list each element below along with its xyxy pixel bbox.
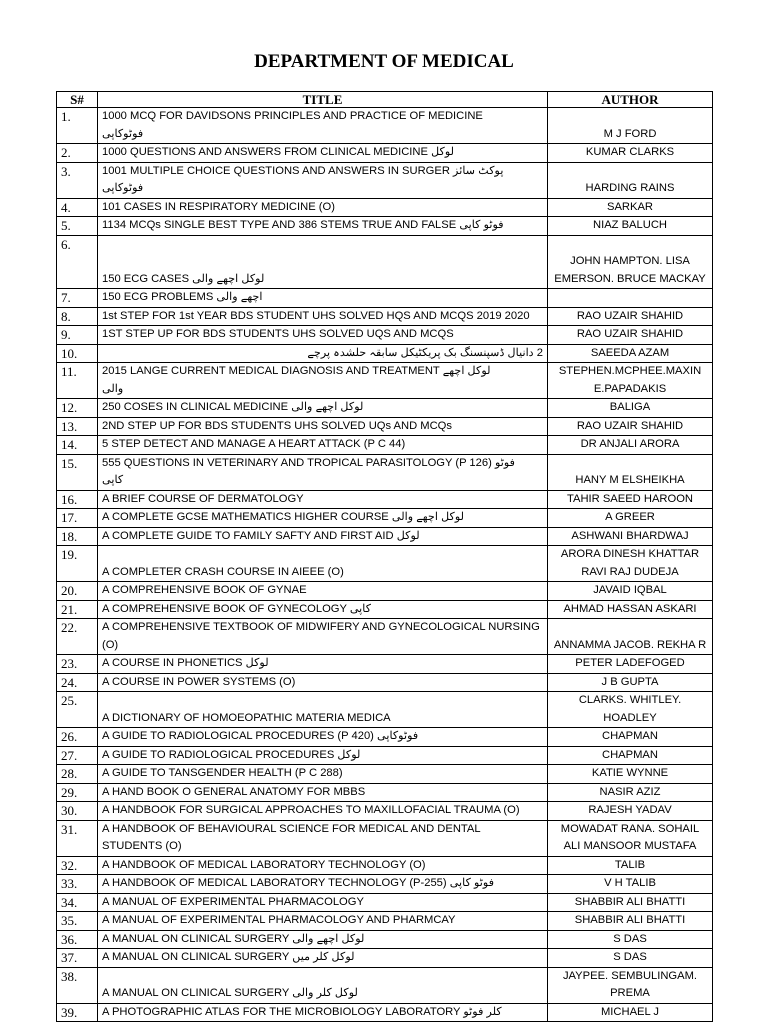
book-author: A GREER bbox=[548, 509, 713, 528]
row-number: 34. bbox=[57, 893, 98, 912]
table-row bbox=[57, 436, 713, 455]
column-header-author: AUTHOR bbox=[548, 92, 713, 108]
row-number: 21. bbox=[57, 600, 98, 619]
book-title-cell bbox=[98, 326, 548, 345]
table-row bbox=[57, 344, 713, 363]
row-number: 17. bbox=[57, 509, 98, 528]
book-title: A COURSE IN PHONETICS لوکل bbox=[102, 657, 269, 669]
row-number: 15. bbox=[57, 454, 98, 490]
book-author: DR ANJALI ARORA bbox=[548, 436, 713, 455]
book-title-note: کاپی bbox=[102, 474, 124, 486]
book-title-cell bbox=[98, 436, 548, 455]
row-number: 6. bbox=[57, 235, 98, 289]
book-title-cell bbox=[98, 307, 548, 326]
row-number: 11. bbox=[57, 363, 98, 399]
book-title: A BRIEF COURSE OF DERMATOLOGY bbox=[102, 492, 304, 505]
book-author: S DAS bbox=[548, 930, 713, 949]
table-row bbox=[57, 289, 713, 308]
table-row bbox=[57, 893, 713, 912]
table-row bbox=[57, 1003, 713, 1022]
table-row bbox=[57, 949, 713, 968]
table-row bbox=[57, 162, 713, 198]
table-row bbox=[57, 802, 713, 821]
book-author: AHMAD HASSAN ASKARI bbox=[548, 600, 713, 619]
book-author: ANNAMMA JACOB. REKHA R bbox=[548, 619, 713, 655]
book-title-cell bbox=[98, 728, 548, 747]
book-title: 1000 QUESTIONS AND ANSWERS FROM CLINICAL MEDICINE لوکل bbox=[102, 146, 455, 158]
book-title: 555 QUESTIONS IN VETERINARY AND TROPICAL PARASITOLOGY (P 126) فوٹو bbox=[102, 456, 515, 469]
book-author: TALIB bbox=[548, 856, 713, 875]
row-number: 25. bbox=[57, 692, 98, 728]
row-number: 7. bbox=[57, 289, 98, 308]
row-number: 31. bbox=[57, 820, 98, 856]
book-title-cell bbox=[98, 454, 548, 490]
book-author: RAO UZAIR SHAHID bbox=[548, 326, 713, 345]
book-author: ARORA DINESH KHATTAR RAVI RAJ DUDEJA bbox=[548, 546, 713, 582]
book-title: A COMPLETER CRASH COURSE IN AIEEE (O) bbox=[102, 565, 344, 578]
book-title-cell bbox=[98, 235, 548, 289]
row-number: 18. bbox=[57, 527, 98, 546]
row-number: 20. bbox=[57, 582, 98, 601]
book-title: A COMPREHENSIVE BOOK OF GYNAE bbox=[102, 584, 307, 596]
book-title-cell bbox=[98, 417, 548, 436]
book-title-cell bbox=[98, 546, 548, 582]
book-title: A HANDBOOK FOR SURGICAL APPROACHES TO MAXILLOFACIAL TRAUMA (O) bbox=[102, 804, 520, 816]
book-title-cell bbox=[98, 198, 548, 217]
book-author: KATIE WYNNE bbox=[548, 765, 713, 784]
book-author: CHAPMAN bbox=[548, 746, 713, 765]
book-author: TAHIR SAEED HAROON bbox=[548, 490, 713, 509]
book-author: V H TALIB bbox=[548, 875, 713, 894]
table-row bbox=[57, 967, 713, 1003]
book-author: CLARKS. WHITLEY. HOADLEY bbox=[548, 692, 713, 728]
table-row bbox=[57, 235, 713, 289]
row-number: 24. bbox=[57, 673, 98, 692]
row-number: 22. bbox=[57, 619, 98, 655]
table-row bbox=[57, 546, 713, 582]
book-title-note: والی bbox=[102, 382, 124, 395]
row-number: 39. bbox=[57, 1003, 98, 1022]
row-number: 13. bbox=[57, 417, 98, 436]
column-header-title: TITLE bbox=[98, 92, 548, 108]
row-number: 36. bbox=[57, 930, 98, 949]
book-title: 5 STEP DETECT AND MANAGE A HEART ATTACK (P C 44) bbox=[102, 438, 406, 450]
book-title-cell bbox=[98, 144, 548, 163]
book-title-cell bbox=[98, 217, 548, 236]
book-title-cell bbox=[98, 490, 548, 509]
book-author: JAVAID IQBAL bbox=[548, 582, 713, 601]
row-number: 10. bbox=[57, 344, 98, 363]
table-row bbox=[57, 746, 713, 765]
table-row bbox=[57, 875, 713, 894]
table-row bbox=[57, 108, 713, 144]
book-title: A HANDBOOK OF BEHAVIOURAL SCIENCE FOR MEDICAL AND DENTAL STUDENTS (O) bbox=[102, 822, 481, 852]
book-title: A COMPREHENSIVE TEXTBOOK OF MIDWIFERY AND GYNECOLOGICAL NURSING (O) bbox=[102, 621, 540, 651]
row-number: 5. bbox=[57, 217, 98, 236]
book-author: J B GUPTA bbox=[548, 673, 713, 692]
book-title: A COMPLETE GUIDE TO FAMILY SAFTY AND FIRST AID لوکل bbox=[102, 529, 420, 542]
book-title-cell bbox=[98, 162, 548, 198]
book-title: A GUIDE TO RADIOLOGICAL PROCEDURES لوکل bbox=[102, 748, 361, 761]
book-title-cell bbox=[98, 363, 548, 399]
row-number: 1. bbox=[57, 108, 98, 144]
table-row bbox=[57, 692, 713, 728]
table-row bbox=[57, 673, 713, 692]
book-title-cell bbox=[98, 746, 548, 765]
book-author: NASIR AZIZ bbox=[548, 783, 713, 802]
book-title-cell bbox=[98, 527, 548, 546]
book-author: MOWADAT RANA. SOHAIL ALI MANSOOR MUSTAFA bbox=[548, 820, 713, 856]
book-author: RAO UZAIR SHAHID bbox=[548, 417, 713, 436]
book-title-cell bbox=[98, 509, 548, 528]
book-title: 2015 LANGE CURRENT MEDICAL DIAGNOSIS AND TREATMENT لوکل اچھے bbox=[102, 365, 491, 377]
table-row bbox=[57, 198, 713, 217]
book-author: BALIGA bbox=[548, 399, 713, 418]
row-number: 4. bbox=[57, 198, 98, 217]
book-title: A HANDBOOK OF MEDICAL LABORATORY TECHNOLOGY (O) bbox=[102, 858, 426, 871]
book-author: JAYPEE. SEMBULINGAM. PREMA bbox=[548, 967, 713, 1003]
book-title: A COURSE IN POWER SYSTEMS (O) bbox=[102, 675, 296, 688]
row-number: 23. bbox=[57, 655, 98, 674]
book-author bbox=[548, 289, 713, 308]
book-title: 250 COSES IN CLINICAL MEDICINE لوکل اچھے والی bbox=[102, 401, 364, 413]
book-author: NIAZ BALUCH bbox=[548, 217, 713, 236]
row-number: 19. bbox=[57, 546, 98, 582]
row-number: 2. bbox=[57, 144, 98, 163]
table-row bbox=[57, 307, 713, 326]
row-number: 32. bbox=[57, 856, 98, 875]
book-title-cell bbox=[98, 820, 548, 856]
book-title: A COMPREHENSIVE BOOK OF GYNECOLOGY کاپی bbox=[102, 602, 372, 615]
table-header-row bbox=[57, 92, 713, 108]
book-author: CHAPMAN bbox=[548, 728, 713, 747]
book-title: A HANDBOOK OF MEDICAL LABORATORY TECHNOLOGY (P-255) فوٹو کاپی bbox=[102, 877, 495, 889]
book-title-cell bbox=[98, 893, 548, 912]
table-row bbox=[57, 363, 713, 399]
row-number: 30. bbox=[57, 802, 98, 821]
book-title-cell bbox=[98, 673, 548, 692]
book-title-cell bbox=[98, 930, 548, 949]
table-row bbox=[57, 912, 713, 931]
table-row bbox=[57, 619, 713, 655]
book-title-cell bbox=[98, 619, 548, 655]
book-title-cell bbox=[98, 802, 548, 821]
book-title: A COMPLETE GCSE MATHEMATICS HIGHER COURSE لوکل اچھے والی bbox=[102, 511, 465, 523]
book-author: JOHN HAMPTON. LISA EMERSON. BRUCE MACKAY bbox=[548, 235, 713, 289]
row-number: 37. bbox=[57, 949, 98, 968]
table-row bbox=[57, 820, 713, 856]
book-title: 1000 MCQ FOR DAVIDSONS PRINCIPLES AND PRACTICE OF MEDICINE bbox=[102, 110, 483, 122]
table-row bbox=[57, 490, 713, 509]
table-row bbox=[57, 856, 713, 875]
table-row bbox=[57, 582, 713, 601]
book-title-note: فوٹوکاپی bbox=[102, 182, 144, 194]
book-title: A HAND BOOK O GENERAL ANATOMY FOR MBBS bbox=[102, 785, 366, 798]
book-title: 1st STEP FOR 1st YEAR BDS STUDENT UHS SOLVED HQS AND MCQS 2019 2020 bbox=[102, 309, 530, 322]
book-author: M J FORD bbox=[548, 108, 713, 144]
table-body bbox=[57, 108, 713, 1022]
table-row bbox=[57, 144, 713, 163]
row-number: 38. bbox=[57, 967, 98, 1003]
book-title: 150 ECG PROBLEMS اچھے والی bbox=[102, 291, 263, 303]
book-title-cell bbox=[98, 692, 548, 728]
book-title: A PHOTOGRAPHIC ATLAS FOR THE MICROBIOLOGY LABORATORY کلر فوٹو bbox=[102, 1005, 502, 1018]
book-title: A MANUAL OF EXPERIMENTAL PHARMACOLOGY AND PHARMCAY bbox=[102, 914, 456, 926]
table-row bbox=[57, 399, 713, 418]
book-author: RAJESH YADAV bbox=[548, 802, 713, 821]
book-title-cell bbox=[98, 344, 548, 363]
book-title: A MANUAL ON CLINICAL SURGERY لوکل کلر میں bbox=[102, 951, 355, 963]
book-title-cell bbox=[98, 912, 548, 931]
book-title-cell bbox=[98, 600, 548, 619]
row-number: 28. bbox=[57, 765, 98, 784]
book-author: MICHAEL J bbox=[548, 1003, 713, 1022]
table-row bbox=[57, 217, 713, 236]
row-number: 29. bbox=[57, 783, 98, 802]
table-row bbox=[57, 454, 713, 490]
book-author: HANY M ELSHEIKHA bbox=[548, 454, 713, 490]
row-number: 35. bbox=[57, 912, 98, 931]
page-title: DEPARTMENT OF MEDICAL bbox=[254, 51, 514, 72]
column-header-sn: S# bbox=[57, 92, 98, 108]
book-title: A GUIDE TO RADIOLOGICAL PROCEDURES (P 420) فوٹوکاپی bbox=[102, 730, 419, 742]
book-title: 1134 MCQs SINGLE BEST TYPE AND 386 STEMS TRUE AND FALSE فوٹو کاپی bbox=[102, 219, 504, 231]
book-title-cell bbox=[98, 949, 548, 968]
book-title: 1ST STEP UP FOR BDS STUDENTS UHS SOLVED UQS AND MCQS bbox=[102, 328, 454, 340]
book-author: STEPHEN.MCPHEE.MAXIN E.PAPADAKIS bbox=[548, 363, 713, 399]
book-title: 101 CASES IN RESPIRATORY MEDICINE (O) bbox=[102, 200, 335, 213]
book-title-note: فوٹوکاپی bbox=[102, 127, 144, 140]
table-row bbox=[57, 728, 713, 747]
book-title-cell bbox=[98, 875, 548, 894]
row-number: 12. bbox=[57, 399, 98, 418]
table-row bbox=[57, 326, 713, 345]
row-number: 14. bbox=[57, 436, 98, 455]
book-title: 2 دانیال ڈسپنسنگ بک پریکٹیکل سابقہ حلشدہ پرچے bbox=[307, 346, 543, 359]
book-author: SAEEDA AZAM bbox=[548, 344, 713, 363]
table-row bbox=[57, 765, 713, 784]
table-row bbox=[57, 417, 713, 436]
book-title-cell bbox=[98, 582, 548, 601]
table-row bbox=[57, 527, 713, 546]
book-title: 150 ECG CASES لوکل اچھے والی bbox=[102, 272, 265, 285]
book-title-cell bbox=[98, 655, 548, 674]
row-number: 16. bbox=[57, 490, 98, 509]
book-author: SHABBIR ALI BHATTI bbox=[548, 912, 713, 931]
book-title-cell bbox=[98, 108, 548, 144]
table-row bbox=[57, 600, 713, 619]
row-number: 8. bbox=[57, 307, 98, 326]
book-author: SARKAR bbox=[548, 198, 713, 217]
book-table bbox=[56, 91, 713, 1022]
row-number: 3. bbox=[57, 162, 98, 198]
book-title: A DICTIONARY OF HOMOEOPATHIC MATERIA MEDICA bbox=[102, 711, 391, 724]
table-row bbox=[57, 930, 713, 949]
book-title: A GUIDE TO TANSGENDER HEALTH (P C 288) bbox=[102, 767, 343, 779]
row-number: 27. bbox=[57, 746, 98, 765]
book-title: 2ND STEP UP FOR BDS STUDENTS UHS SOLVED UQs AND MCQs bbox=[102, 419, 452, 432]
book-title-cell bbox=[98, 765, 548, 784]
row-number: 33. bbox=[57, 875, 98, 894]
book-title: A MANUAL ON CLINICAL SURGERY لوکل کلر والی bbox=[102, 987, 358, 999]
book-author: ASHWANI BHARDWAJ bbox=[548, 527, 713, 546]
book-title-cell bbox=[98, 289, 548, 308]
book-title-cell bbox=[98, 856, 548, 875]
book-title-cell bbox=[98, 967, 548, 1003]
book-title-cell bbox=[98, 399, 548, 418]
book-title-cell bbox=[98, 783, 548, 802]
book-title: A MANUAL ON CLINICAL SURGERY لوکل اچھے والی bbox=[102, 932, 365, 945]
book-title: A MANUAL OF EXPERIMENTAL PHARMACOLOGY bbox=[102, 895, 364, 908]
book-author: SHABBIR ALI BHATTI bbox=[548, 893, 713, 912]
book-author: PETER LADEFOGED bbox=[548, 655, 713, 674]
book-author: S DAS bbox=[548, 949, 713, 968]
book-author: HARDING RAINS bbox=[548, 162, 713, 198]
book-title-cell bbox=[98, 1003, 548, 1022]
book-author: RAO UZAIR SHAHID bbox=[548, 307, 713, 326]
book-title: 1001 MULTIPLE CHOICE QUESTIONS AND ANSWERS IN SURGER پوکٹ سائز bbox=[102, 164, 504, 177]
book-author: KUMAR CLARKS bbox=[548, 144, 713, 163]
table-row bbox=[57, 655, 713, 674]
table-row bbox=[57, 783, 713, 802]
row-number: 26. bbox=[57, 728, 98, 747]
row-number: 9. bbox=[57, 326, 98, 345]
table-row bbox=[57, 509, 713, 528]
